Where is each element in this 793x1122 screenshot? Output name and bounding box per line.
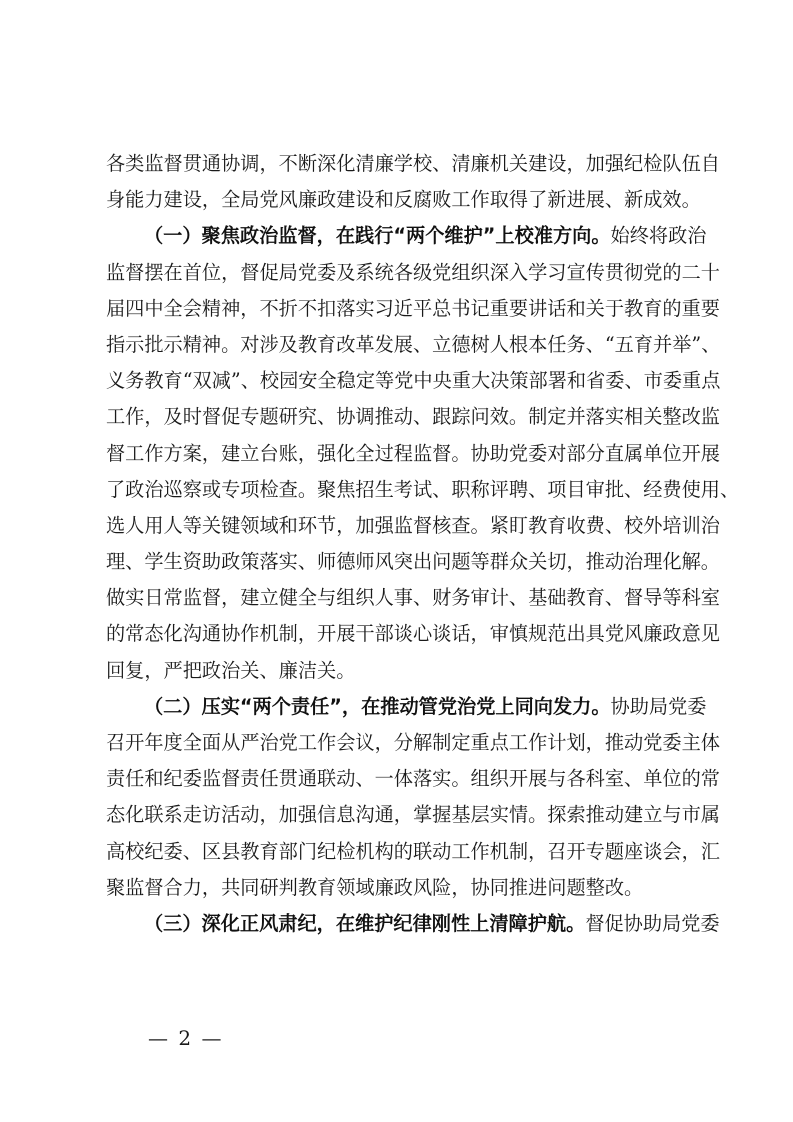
text-line: 理、学生资助政策落实、师德师风突出问题等群众关切，推动治理化解。 <box>106 550 720 574</box>
section-heading: （一）聚焦政治监督，在践行“两个维护”上校准方向。 <box>144 224 611 248</box>
text-line: 义务教育“双减”、校园安全稳定等党中央重大决策部署和省委、市委重点 <box>106 369 721 393</box>
body-text <box>106 146 740 942</box>
text-line: 态化联系走访活动，加强信息沟通，掌握基层实情。探索推动建立与市属 <box>106 803 720 827</box>
text-line <box>106 689 707 725</box>
text-line: 各类监督贯通协调，不断深化清廉学校、清廉机关建设，加强纪检队伍自 <box>106 152 720 175</box>
section-heading: （三）深化正风肃纪，在维护纪律刚性上清障护航。 <box>144 911 586 935</box>
text-line: 工作，及时督促专题研究、协调推动、跟踪问效。制定并落实相关整改监 <box>106 405 720 429</box>
text-line: 责任和纪委监督责任贯通联动、一体落实。组织开展与各科室、单位的常 <box>106 767 720 791</box>
paragraph-discipline <box>106 906 720 942</box>
text-line: 回复，严把政治关、廉洁关。 <box>106 658 356 682</box>
text-line: 指示批示精神。对涉及教育改革发展、立德树人根本任务、“五育并举”、 <box>106 332 721 356</box>
text-line: 选人用人等关键领域和环节，加强监督核查。紧盯教育收费、校外培训治 <box>106 513 720 537</box>
paragraph-intro-continuation <box>106 146 720 218</box>
text-line: 高校纪委、区县教育部门纪检机构的联动工作机制，召开专题座谈会，汇 <box>106 839 720 863</box>
text-line: 的常态化沟通协作机制，开展干部谈心谈话，审慎规范出具党风廉政意见 <box>106 622 720 646</box>
page-number: — 2 — <box>148 1026 224 1050</box>
text-line-rest: 始终将政治 <box>610 224 707 248</box>
text-line <box>106 906 720 942</box>
text-line: 聚监督合力，共同研判教育领域廉政风险，协同推进问题整改。 <box>106 875 644 899</box>
text-line-rest: 协助局党委 <box>610 694 707 718</box>
text-line: 召开年度全面从严治党工作会议，分解制定重点工作计划，推动党委主体 <box>106 731 720 754</box>
text-line: 监督摆在首位，督促局党委及系统各级党组织深入学习宣传贯彻党的二十 <box>106 260 720 284</box>
text-line: 做实日常监督，建立健全与组织人事、财务审计、基础教育、督导等科室 <box>106 586 720 610</box>
text-line: 身能力建设，全局党风廉政建设和反腐败工作取得了新进展、新成效。 <box>106 188 701 212</box>
text-line <box>106 218 707 254</box>
text-line: 了政治巡察或专项检查。聚焦招生考试、职称评聘、项目审批、经费使用、 <box>106 477 740 501</box>
paragraph-political-supervision <box>106 218 740 688</box>
text-line: 督工作方案，建立台账，强化全过程监督。协助党委对部分直属单位开展 <box>106 441 720 465</box>
paragraph-two-responsibilities <box>106 689 720 906</box>
text-line: 届四中全会精神，不折不扣落实习近平总书记重要讲话和关于教育的重要 <box>106 296 720 320</box>
text-line-rest: 督促协助局党委 <box>585 911 720 935</box>
section-heading: （二）压实“两个责任”，在推动管党治党上同向发力。 <box>144 694 611 718</box>
